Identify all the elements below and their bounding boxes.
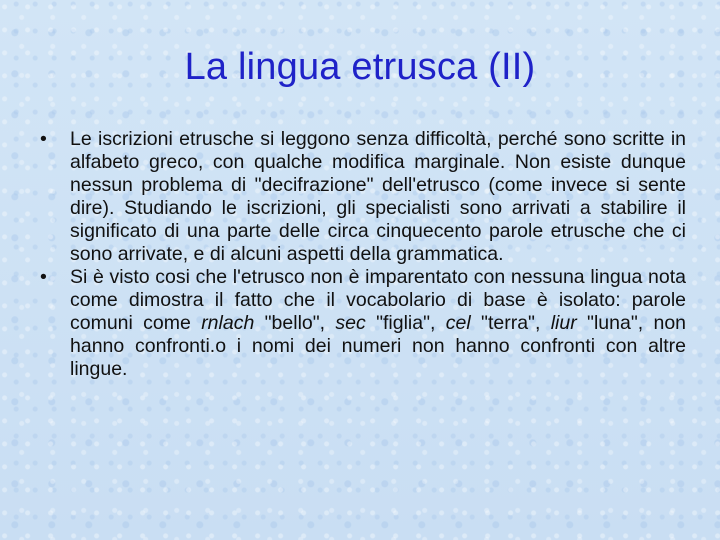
bullet-icon: • [40,266,47,288]
bullet-text [70,128,686,266]
bullet-item-2 [34,266,686,381]
text-segment: Le iscrizioni etrusche si leggono senza difficoltà, perché sono scritte in alfabeto greco, con qualche modifica marginale. Non esiste dunque nessun problema di "decifrazione" dell'etrusco (come invece si sente dire). Studiando le iscrizioni, gli specialisti sono arrivati a stabilire il significato di una parte delle circa cinquecento parole etrusche che ci sono arrivate, e di alcuni aspetti della grammatica. [70,128,686,265]
text-segment: "figlia", [365,312,446,334]
text-segment: "terra", [470,312,551,334]
slide-title: La lingua etrusca (II) [184,46,536,88]
italic-word: rnlach [201,312,255,334]
text-segment: "luna", non hanno confronti.o i nomi dei numeri non hanno confronti con altre lingue. [70,312,687,380]
italic-word: liur [550,312,577,334]
bullet-list [34,128,686,381]
bullet-item-1 [34,128,686,266]
italic-word: sec [335,312,366,334]
bullet-text [70,266,686,381]
text-segment: Si è visto cosi che l'etrusco non è imparentato con nessuna lingua nota come dimostra il fatto che il vocabolario di base è isolato: parole comuni come [70,266,686,334]
italic-word: cel [445,312,471,334]
text-segment: "bello", [254,312,336,334]
bullet-icon: • [40,128,47,150]
